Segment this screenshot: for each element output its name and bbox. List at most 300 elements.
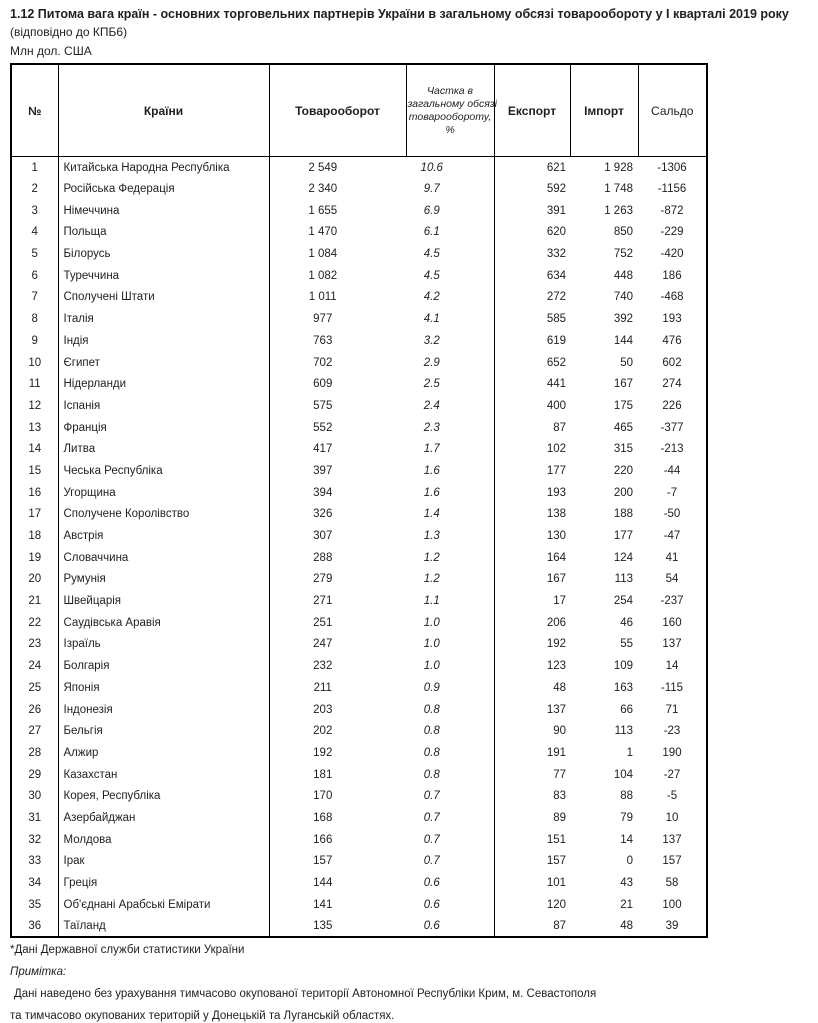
table-row — [11, 330, 707, 352]
cell-turnover: 211 — [313, 681, 332, 694]
table-row — [11, 851, 707, 873]
cell-import: 1 748 — [604, 183, 633, 196]
table-body — [11, 157, 707, 938]
table-row — [11, 807, 707, 829]
col-header-export: Експорт — [494, 64, 570, 157]
cell-share: 0.6 — [406, 894, 494, 916]
cell-export: 101 — [546, 877, 566, 890]
cell-share: 2.5 — [406, 373, 494, 395]
note-line-2: та тимчасово окупованих територій у Донецькій та Луганській областях. — [10, 1010, 395, 1023]
cell-country: Польща — [58, 222, 269, 244]
cell-export: 332 — [546, 248, 566, 261]
cell-country: Білорусь — [58, 243, 269, 265]
table-row — [11, 872, 707, 894]
note-line-1: Дані наведено без урахування тимчасово окупованої території Автономної Республіки Крим, м. Севастополя — [14, 988, 597, 1001]
cell-num: 26 — [11, 699, 58, 721]
cell-export: 130 — [546, 530, 566, 543]
cell-num: 34 — [11, 872, 58, 894]
cell-import: 113 — [614, 725, 633, 738]
cell-country: Австрія — [58, 525, 269, 547]
cell-country: Казахстан — [58, 764, 269, 786]
cell-export: 441 — [546, 378, 566, 391]
cell-turnover: 135 — [313, 919, 333, 932]
cell-turnover: 279 — [313, 573, 333, 586]
table-row — [11, 699, 707, 721]
cell-num: 7 — [11, 287, 58, 309]
cell-country: Литва — [58, 438, 269, 460]
table-header — [11, 64, 707, 157]
cell-export: 164 — [546, 551, 566, 564]
table-row — [11, 157, 707, 179]
cell-turnover: 170 — [313, 790, 333, 803]
cell-share: 1.7 — [406, 438, 494, 460]
cell-num: 29 — [11, 764, 58, 786]
cell-turnover: 168 — [313, 811, 333, 824]
cell-import: 113 — [614, 573, 633, 586]
cell-import: 465 — [613, 421, 633, 434]
cell-country: Бельгія — [58, 720, 269, 742]
cell-country: Ізраїль — [58, 634, 269, 656]
cell-import: 1 928 — [604, 161, 633, 174]
cell-import: 124 — [613, 551, 633, 564]
cell-balance: 41 — [665, 551, 679, 564]
cell-num: 36 — [11, 916, 58, 938]
col-header-balance: Сальдо — [638, 64, 707, 157]
cell-turnover: 202 — [313, 725, 333, 738]
cell-num: 12 — [11, 395, 58, 417]
cell-share: 0.8 — [406, 764, 494, 786]
cell-num: 6 — [11, 265, 58, 287]
cell-num: 4 — [11, 222, 58, 244]
cell-share: 1.3 — [406, 525, 494, 547]
cell-share: 1.6 — [406, 482, 494, 504]
cell-num: 30 — [11, 785, 58, 807]
cell-country: Нідерланди — [58, 373, 269, 395]
table-row — [11, 742, 707, 764]
table-row — [11, 894, 707, 916]
cell-share: 0.8 — [406, 699, 494, 721]
cell-export: 193 — [546, 486, 566, 499]
cell-turnover: 1 655 — [308, 204, 338, 217]
table-row — [11, 720, 707, 742]
cell-num: 10 — [11, 352, 58, 374]
table-row — [11, 308, 707, 330]
cell-import: 21 — [620, 898, 633, 911]
cell-share: 1.0 — [406, 612, 494, 634]
cell-num: 33 — [11, 851, 58, 873]
cell-country: Об'єднані Арабські Емірати — [58, 894, 269, 916]
cell-turnover: 144 — [313, 877, 333, 890]
cell-share: 0.7 — [406, 807, 494, 829]
cell-balance: -44 — [663, 464, 681, 477]
cell-export: 77 — [553, 768, 566, 781]
cell-turnover: 394 — [313, 486, 333, 499]
cell-export: 157 — [546, 855, 566, 868]
col-header-num: № — [11, 64, 58, 157]
cell-balance: -468 — [660, 291, 684, 304]
cell-num: 17 — [11, 504, 58, 526]
cell-num: 19 — [11, 547, 58, 569]
cell-export: 17 — [553, 595, 566, 608]
cell-num: 2 — [11, 178, 58, 200]
cell-share: 3.2 — [406, 330, 494, 352]
cell-num: 28 — [11, 742, 58, 764]
cell-export: 120 — [546, 898, 566, 911]
cell-share: 0.7 — [406, 785, 494, 807]
cell-import: 43 — [620, 877, 633, 890]
cell-share: 4.1 — [406, 308, 494, 330]
table-row — [11, 417, 707, 439]
cell-export: 652 — [546, 356, 566, 369]
cell-balance: -23 — [663, 725, 681, 738]
cell-country: Таїланд — [58, 916, 269, 938]
cell-turnover: 247 — [313, 638, 333, 651]
col-header-share-line: загальному обсязі — [407, 97, 498, 110]
table-row — [11, 222, 707, 244]
page-subtitle: (відповідно до КПБ6) — [10, 25, 128, 39]
cell-num: 13 — [11, 417, 58, 439]
cell-export: 206 — [546, 616, 566, 629]
cell-num: 8 — [11, 308, 58, 330]
cell-export: 138 — [546, 508, 566, 521]
cell-balance: -213 — [660, 443, 684, 456]
cell-import: 48 — [620, 919, 633, 932]
cell-balance: -377 — [660, 421, 684, 434]
cell-export: 192 — [546, 638, 566, 651]
cell-num: 35 — [11, 894, 58, 916]
col-header-share-line: Частка в — [426, 84, 474, 97]
table-row — [11, 547, 707, 569]
cell-turnover: 326 — [313, 508, 333, 521]
cell-import: 177 — [613, 530, 633, 543]
cell-turnover: 251 — [313, 616, 333, 629]
cell-turnover: 702 — [313, 356, 333, 369]
cell-share: 1.1 — [406, 590, 494, 612]
cell-balance: -115 — [660, 681, 684, 694]
cell-share: 0.6 — [406, 872, 494, 894]
col-header-import: Імпорт — [570, 64, 638, 157]
cell-balance: 14 — [665, 660, 679, 673]
cell-turnover: 203 — [313, 703, 333, 716]
cell-country: Азербайджан — [58, 807, 269, 829]
cell-num: 20 — [11, 569, 58, 591]
cell-share: 4.5 — [406, 265, 494, 287]
cell-turnover: 2 340 — [308, 183, 338, 196]
units-label: Млн дол. США — [10, 44, 92, 58]
cell-balance: 10 — [665, 811, 679, 824]
cell-export: 621 — [546, 161, 566, 174]
cell-share: 6.9 — [406, 200, 494, 222]
cell-export: 592 — [546, 183, 566, 196]
cell-share: 4.5 — [406, 243, 494, 265]
cell-export: 272 — [546, 291, 566, 304]
cell-balance: -872 — [660, 204, 684, 217]
cell-country: Алжир — [58, 742, 269, 764]
table-row — [11, 612, 707, 634]
cell-export: 177 — [546, 464, 566, 477]
table-row — [11, 525, 707, 547]
table-row — [11, 178, 707, 200]
cell-num: 11 — [11, 373, 58, 395]
col-header-share-line: товарообороту, — [408, 110, 492, 123]
cell-num: 32 — [11, 829, 58, 851]
cell-share: 1.4 — [406, 504, 494, 526]
cell-import: 448 — [613, 269, 633, 282]
cell-country: Франція — [58, 417, 269, 439]
cell-country: Німеччина — [58, 200, 269, 222]
cell-import: 254 — [613, 595, 633, 608]
cell-share: 1.0 — [406, 655, 494, 677]
col-header-country: Країни — [58, 64, 269, 157]
cell-balance: 54 — [665, 573, 679, 586]
col-header-share — [406, 64, 498, 157]
cell-share: 0.9 — [406, 677, 494, 699]
cell-balance: 58 — [665, 877, 679, 890]
cell-num: 27 — [11, 720, 58, 742]
cell-turnover: 1 470 — [308, 226, 338, 239]
cell-country: Сполучене Королівство — [58, 504, 269, 526]
cell-num: 3 — [11, 200, 58, 222]
table-row — [11, 655, 707, 677]
cell-share: 0.8 — [406, 720, 494, 742]
table-row — [11, 504, 707, 526]
cell-country: Сполучені Штати — [58, 287, 269, 309]
cell-share: 1.0 — [406, 634, 494, 656]
table-row — [11, 482, 707, 504]
cell-country: Чеська Республіка — [58, 460, 269, 482]
cell-num: 31 — [11, 807, 58, 829]
cell-num: 14 — [11, 438, 58, 460]
cell-balance: -420 — [660, 248, 684, 261]
cell-export: 123 — [546, 660, 566, 673]
cell-num: 9 — [11, 330, 58, 352]
cell-balance: 193 — [662, 313, 682, 326]
cell-import: 144 — [613, 334, 633, 347]
cell-import: 46 — [620, 616, 633, 629]
cell-country: Єгипет — [58, 352, 269, 374]
table-row — [11, 287, 707, 309]
cell-turnover: 417 — [313, 443, 333, 456]
cell-import: 850 — [613, 226, 633, 239]
cell-share: 6.1 — [406, 222, 494, 244]
cell-num: 1 — [11, 157, 58, 179]
cell-country: Молдова — [58, 829, 269, 851]
cell-turnover: 271 — [313, 595, 333, 608]
cell-turnover: 575 — [313, 399, 333, 412]
cell-country: Болгарія — [58, 655, 269, 677]
cell-turnover: 397 — [313, 464, 333, 477]
col-header-share-line: % — [445, 123, 455, 136]
cell-num: 15 — [11, 460, 58, 482]
cell-balance: 186 — [662, 269, 682, 282]
cell-share: 0.7 — [406, 829, 494, 851]
cell-num: 18 — [11, 525, 58, 547]
cell-balance: -5 — [666, 790, 678, 803]
cell-num: 21 — [11, 590, 58, 612]
cell-import: 104 — [613, 768, 633, 781]
cell-export: 167 — [546, 573, 566, 586]
cell-import: 188 — [613, 508, 633, 521]
cell-share: 0.6 — [406, 916, 494, 938]
cell-country: Швейцарія — [58, 590, 269, 612]
cell-export: 400 — [546, 399, 566, 412]
table-row — [11, 243, 707, 265]
cell-balance: -229 — [660, 226, 684, 239]
cell-export: 585 — [546, 313, 566, 326]
cell-export: 102 — [546, 443, 566, 456]
cell-share: 2.9 — [406, 352, 494, 374]
cell-num: 25 — [11, 677, 58, 699]
cell-export: 48 — [553, 681, 566, 694]
cell-turnover: 192 — [313, 746, 333, 759]
cell-export: 634 — [546, 269, 566, 282]
cell-country: Греція — [58, 872, 269, 894]
cell-import: 55 — [620, 638, 633, 651]
table-row — [11, 373, 707, 395]
cell-turnover: 763 — [313, 334, 333, 347]
cell-share: 1.2 — [406, 569, 494, 591]
source-note: *Дані Державної служби статистики України — [10, 944, 245, 957]
cell-balance: -47 — [663, 530, 681, 543]
cell-share: 10.6 — [406, 157, 494, 179]
cell-num: 22 — [11, 612, 58, 634]
cell-import: 0 — [626, 855, 633, 868]
cell-country: Румунія — [58, 569, 269, 591]
cell-turnover: 2 549 — [308, 161, 338, 174]
cell-import: 175 — [613, 399, 633, 412]
cell-num: 24 — [11, 655, 58, 677]
table-row — [11, 590, 707, 612]
cell-import: 163 — [613, 681, 633, 694]
cell-share: 2.3 — [406, 417, 494, 439]
cell-export: 83 — [553, 790, 566, 803]
table-row — [11, 265, 707, 287]
cell-country: Китайська Народна Республіка — [58, 157, 269, 179]
cell-export: 89 — [553, 811, 566, 824]
cell-country: Іспанія — [58, 395, 269, 417]
col-header-turnover: Товарооборот — [269, 64, 406, 157]
cell-country: Туреччина — [58, 265, 269, 287]
cell-turnover: 157 — [313, 855, 333, 868]
cell-country: Японія — [58, 677, 269, 699]
cell-import: 392 — [613, 313, 633, 326]
cell-balance: 160 — [662, 616, 682, 629]
cell-balance: 274 — [662, 378, 682, 391]
table-row — [11, 916, 707, 938]
cell-turnover: 166 — [313, 833, 333, 846]
cell-import: 220 — [613, 464, 633, 477]
cell-import: 14 — [620, 833, 633, 846]
cell-country: Угорщина — [58, 482, 269, 504]
cell-turnover: 1 011 — [308, 291, 337, 304]
table-row — [11, 785, 707, 807]
cell-export: 191 — [546, 746, 566, 759]
header-row — [11, 64, 707, 157]
cell-export: 90 — [553, 725, 566, 738]
table-row — [11, 460, 707, 482]
cell-import: 109 — [613, 660, 633, 673]
cell-balance: -27 — [663, 768, 681, 781]
table-row — [11, 200, 707, 222]
cell-export: 620 — [546, 226, 566, 239]
table-row — [11, 677, 707, 699]
cell-balance: 602 — [662, 356, 682, 369]
table-row — [11, 764, 707, 786]
table-row — [11, 395, 707, 417]
page-title: 1.12 Питома вага країн - основних торговельних партнерів України в загальному обсязі товарообороту у І кварталі 2019 року — [10, 7, 789, 21]
cell-balance: 476 — [662, 334, 682, 347]
cell-balance: 137 — [662, 833, 682, 846]
cell-country: Індія — [58, 330, 269, 352]
cell-import: 1 — [626, 746, 633, 759]
cell-num: 23 — [11, 634, 58, 656]
cell-share: 4.2 — [406, 287, 494, 309]
cell-balance: -1306 — [657, 161, 687, 174]
cell-country: Ірак — [58, 851, 269, 873]
cell-turnover: 288 — [313, 551, 333, 564]
table-row — [11, 569, 707, 591]
cell-balance: 71 — [665, 703, 679, 716]
cell-import: 88 — [620, 790, 633, 803]
cell-turnover: 307 — [313, 530, 333, 543]
cell-import: 740 — [613, 291, 633, 304]
table-row — [11, 352, 707, 374]
cell-export: 87 — [553, 919, 566, 932]
cell-export: 137 — [546, 703, 566, 716]
cell-country: Російська Федерація — [58, 178, 269, 200]
cell-import: 66 — [620, 703, 633, 716]
cell-import: 200 — [613, 486, 633, 499]
table-row — [11, 438, 707, 460]
cell-export: 391 — [546, 204, 566, 217]
cell-country: Корея, Республіка — [58, 785, 269, 807]
cell-country: Саудівська Аравія — [58, 612, 269, 634]
cell-country: Італія — [58, 308, 269, 330]
cell-balance: 157 — [662, 855, 682, 868]
cell-balance: 39 — [665, 919, 679, 932]
cell-num: 16 — [11, 482, 58, 504]
cell-balance: 100 — [662, 898, 682, 911]
cell-balance: 226 — [662, 399, 682, 412]
cell-country: Словаччина — [58, 547, 269, 569]
cell-num: 5 — [11, 243, 58, 265]
cell-import: 167 — [613, 378, 633, 391]
cell-share: 1.2 — [406, 547, 494, 569]
cell-turnover: 1 084 — [308, 248, 338, 261]
cell-balance: -1156 — [657, 183, 687, 196]
cell-share: 1.6 — [406, 460, 494, 482]
cell-share: 0.8 — [406, 742, 494, 764]
cell-import: 1 263 — [604, 204, 633, 217]
cell-share: 2.4 — [406, 395, 494, 417]
cell-export: 87 — [553, 421, 566, 434]
cell-turnover: 181 — [313, 768, 333, 781]
cell-share: 0.7 — [406, 851, 494, 873]
cell-share: 9.7 — [406, 178, 494, 200]
cell-turnover: 141 — [313, 898, 333, 911]
cell-balance: -237 — [660, 595, 684, 608]
cell-export: 619 — [546, 334, 566, 347]
cell-balance: 190 — [662, 746, 682, 759]
cell-import: 50 — [620, 356, 633, 369]
cell-turnover: 552 — [313, 421, 333, 434]
cell-export: 151 — [546, 833, 566, 846]
cell-turnover: 977 — [313, 313, 333, 326]
cell-turnover: 609 — [313, 378, 333, 391]
note-label: Примітка: — [10, 966, 67, 979]
trade-partners-table — [10, 63, 708, 938]
cell-turnover: 232 — [313, 660, 333, 673]
